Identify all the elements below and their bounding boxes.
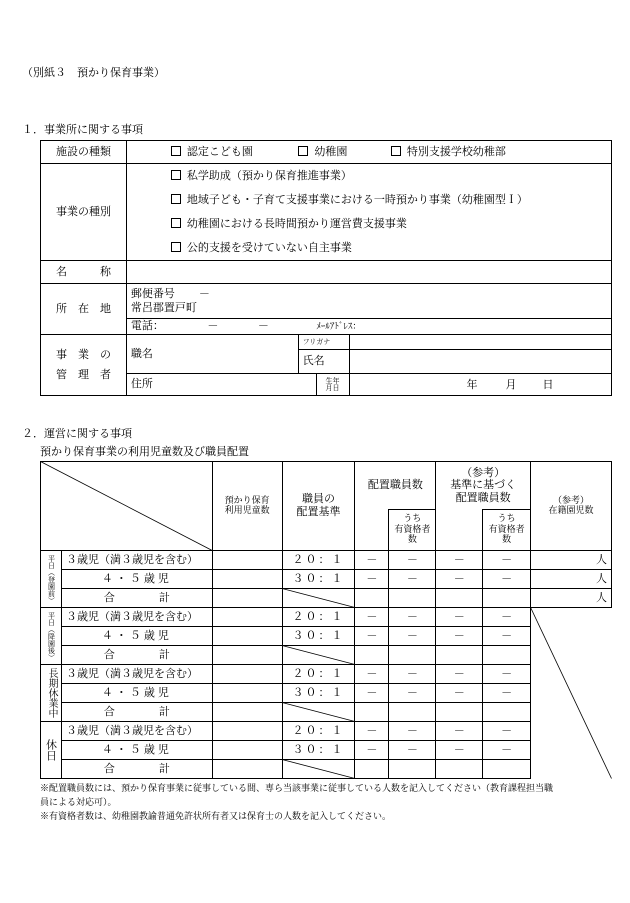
table-row [41, 608, 612, 627]
age-cell: ４・５歳児 [61, 684, 212, 703]
ref-cell [436, 703, 483, 722]
section2-subtitle: 預かり保育事業の利用児童数及び職員配置 [40, 445, 249, 458]
age-cell: 合 計 [61, 589, 212, 608]
col-ref-qual: うち 有資格者 数 [483, 510, 531, 551]
refq-cell [483, 760, 531, 779]
checkbox-kodomoen[interactable] [171, 146, 181, 156]
birth-field[interactable] [349, 374, 612, 396]
group-label: 休日 [41, 722, 62, 779]
qual-cell [389, 760, 436, 779]
qual-cell [389, 646, 436, 665]
facility-type-label: 施設の種類 [41, 141, 127, 164]
age-cell: 合 計 [61, 646, 212, 665]
option-tokubetsu: 特別支援学校幼稚部 [406, 144, 506, 158]
col-ref-std: （参考） 基準に基づく 配置職員数 [436, 462, 531, 510]
qual-cell: － [389, 627, 436, 646]
table-row [41, 627, 612, 646]
age-cell: ４・５歳児 [61, 570, 212, 589]
qual-cell: － [389, 722, 436, 741]
table-row [41, 589, 612, 608]
table-row [41, 760, 612, 779]
refq-cell: － [483, 608, 531, 627]
qual-cell: － [389, 684, 436, 703]
refq-cell: － [483, 627, 531, 646]
children-count-cell[interactable] [212, 627, 282, 646]
fullname-field[interactable] [349, 350, 612, 374]
ratio-cell [282, 760, 355, 779]
ratio-cell: ３０：１ [282, 570, 355, 589]
children-count-cell[interactable] [212, 703, 282, 722]
table-row [41, 703, 612, 722]
option-jishu: 公的支援を受けていない自主事業 [186, 241, 352, 254]
manager-address-label: 住所 [126, 374, 316, 396]
children-count-cell[interactable] [212, 722, 282, 741]
staff-cell: － [355, 570, 389, 589]
checkbox-tokubetsu[interactable] [391, 146, 401, 156]
operations-table [40, 461, 612, 779]
fullname-label: 氏名 [298, 350, 349, 374]
refq-cell: － [483, 741, 531, 760]
header-diagonal-cell [41, 462, 213, 551]
ratio-cell [282, 646, 355, 665]
col-staff-spacer [355, 510, 389, 551]
year-label: 年 [466, 378, 478, 391]
staff-cell [355, 589, 389, 608]
address-label: 所 在 地 [41, 284, 127, 335]
children-count-cell[interactable] [212, 741, 282, 760]
age-cell: ３歳児（満３歳児を含む） [61, 665, 212, 684]
col-ref-spacer [436, 510, 483, 551]
children-count-cell[interactable] [212, 665, 282, 684]
col-staff-qual: うち 有資格者 数 [389, 510, 436, 551]
ref-cell: － [436, 665, 483, 684]
age-cell: ４・５歳児 [61, 627, 212, 646]
refq-cell: － [483, 684, 531, 703]
age-cell: ３歳児（満３歳児を含む） [61, 551, 212, 570]
refq-cell: － [483, 665, 531, 684]
children-count-cell[interactable] [212, 760, 282, 779]
children-count-cell[interactable] [212, 608, 282, 627]
furigana-field[interactable] [349, 335, 612, 350]
business-type-label: 事業の種別 [41, 164, 127, 261]
business-type-options [126, 164, 611, 261]
refq-cell: － [483, 551, 531, 570]
ref-cell: － [436, 741, 483, 760]
qual-cell: － [389, 570, 436, 589]
staff-cell: － [355, 741, 389, 760]
refq-cell [483, 703, 531, 722]
enrolled-blank-cell [531, 608, 612, 779]
col-standard: 職員の 配置基準 [282, 462, 355, 551]
furigana-label: フリガナ [298, 335, 349, 350]
phone-label: 電話： [130, 319, 164, 333]
col-staff: 配置職員数 [355, 462, 436, 510]
refq-cell: － [483, 722, 531, 741]
ref-cell: － [436, 722, 483, 741]
town-name: 常呂郡置戸町 [130, 301, 197, 314]
children-count-cell[interactable] [212, 551, 282, 570]
age-cell: 合 計 [61, 760, 212, 779]
refq-cell: － [483, 570, 531, 589]
ref-cell: － [436, 684, 483, 703]
ratio-cell: ２０：１ [282, 722, 355, 741]
enrolled-cell[interactable]: 人 [531, 551, 612, 570]
manager-label: 事 業 の 管 理 者 [41, 335, 127, 396]
table-row [41, 722, 612, 741]
age-cell: 合 計 [61, 703, 212, 722]
ref-cell: － [436, 570, 483, 589]
refq-cell [483, 646, 531, 665]
email-label: ﾒｰﾙｱﾄﾞﾚｽ： [316, 322, 362, 333]
birth-label: 生年 月日 [316, 374, 349, 396]
table-row [41, 551, 612, 570]
refq-cell [483, 589, 531, 608]
business-info-table [40, 140, 612, 396]
table-row [41, 741, 612, 760]
staff-cell [355, 646, 389, 665]
facility-type-options [126, 141, 611, 164]
checkbox-ichiji[interactable] [171, 194, 181, 204]
table-row [41, 570, 612, 589]
enrolled-cell[interactable]: 人 [531, 570, 612, 589]
name-label: 名 称 [41, 261, 127, 284]
name-field[interactable] [126, 261, 611, 284]
staff-cell: － [355, 665, 389, 684]
staff-cell: － [355, 627, 389, 646]
note-1: ※配置職員数には、預かり保育事業に従事している間、専ら当該事業に従事している人数を記入してください（教育課程担当職 [40, 784, 554, 794]
day-label: 日 [542, 378, 554, 391]
staff-cell: － [355, 722, 389, 741]
note-2: ※有資格者数は、幼稚園教諭普通免許状所有者又は保育士の人数を記入してください。 [40, 812, 392, 822]
ratio-cell: ３０：１ [282, 684, 355, 703]
ratio-cell: ２０：１ [282, 608, 355, 627]
ratio-cell [282, 703, 355, 722]
phone-dash-2: － [257, 319, 269, 333]
group-label: 長期休業中 [41, 665, 62, 722]
ratio-cell: ２０：１ [282, 665, 355, 684]
month-label: 月 [505, 378, 517, 391]
children-count-cell[interactable] [212, 589, 282, 608]
note-1b: 員による対応可）。 [40, 798, 117, 808]
document-header: （別紙３ 預かり保育事業） [22, 66, 165, 79]
table-row [41, 684, 612, 703]
ref-cell: － [436, 608, 483, 627]
checkbox-yochien[interactable] [298, 146, 308, 156]
children-count-cell[interactable] [212, 646, 282, 665]
ref-cell [436, 760, 483, 779]
group-label: 平日（登園前） [41, 551, 62, 608]
ratio-cell: ３０：１ [282, 627, 355, 646]
position-label: 職名 [126, 335, 298, 374]
section1-title: １．事業所に関する事項 [22, 123, 143, 136]
phone-dash-1: － [207, 319, 219, 333]
postal-dash: － [198, 287, 210, 300]
checkbox-chojikan[interactable] [171, 218, 181, 228]
children-count-cell[interactable] [212, 570, 282, 589]
col-enrolled [531, 462, 612, 551]
qual-cell: － [389, 608, 436, 627]
age-cell: ３歳児（満３歳児を含む） [61, 722, 212, 741]
qual-cell [389, 589, 436, 608]
ref-cell [436, 589, 483, 608]
address-field[interactable] [126, 284, 611, 319]
ratio-cell: ３０：１ [282, 741, 355, 760]
staff-cell [355, 703, 389, 722]
ref-cell: － [436, 627, 483, 646]
checkbox-shigaku[interactable] [171, 170, 181, 180]
staff-cell: － [355, 608, 389, 627]
ref-cell [436, 646, 483, 665]
ratio-cell [282, 589, 355, 608]
staff-cell: － [355, 684, 389, 703]
age-cell: ４・５歳児 [61, 741, 212, 760]
table-row [41, 665, 612, 684]
table-row [41, 646, 612, 665]
col-children: 預かり保育 利用児童数 [212, 462, 282, 551]
contact-field[interactable] [126, 319, 611, 335]
qual-cell: － [389, 741, 436, 760]
option-chojikan: 幼稚園における長時間預かり運営費支援事業 [186, 217, 407, 230]
col-enrolled-top: （参考） [553, 495, 590, 506]
staff-cell: － [355, 551, 389, 570]
checkbox-jishu[interactable] [171, 242, 181, 252]
col-enrolled-label: 在籍園児数 [548, 506, 594, 516]
ratio-cell: ２０：１ [282, 551, 355, 570]
staff-cell [355, 760, 389, 779]
section2-title: ２．運営に関する事項 [22, 427, 132, 440]
age-cell: ３歳児（満３歳児を含む） [61, 608, 212, 627]
option-shigaku: 私学助成（預かり保育推進事業） [186, 169, 352, 182]
qual-cell: － [389, 665, 436, 684]
qual-cell [389, 703, 436, 722]
group-label: 平日（降園後） [41, 608, 62, 665]
option-yochien: 幼稚園 [314, 144, 348, 158]
option-ichiji: 地域子ども・子育て支援事業における一時預かり事業（幼稚園型Ｉ） [186, 193, 528, 206]
children-count-cell[interactable] [212, 684, 282, 703]
postal-label: 郵便番号 [130, 287, 175, 300]
option-kodomoen: 認定こども園 [186, 144, 253, 158]
ref-cell: － [436, 551, 483, 570]
qual-cell: － [389, 551, 436, 570]
enrolled-cell[interactable]: 人 [531, 589, 612, 608]
